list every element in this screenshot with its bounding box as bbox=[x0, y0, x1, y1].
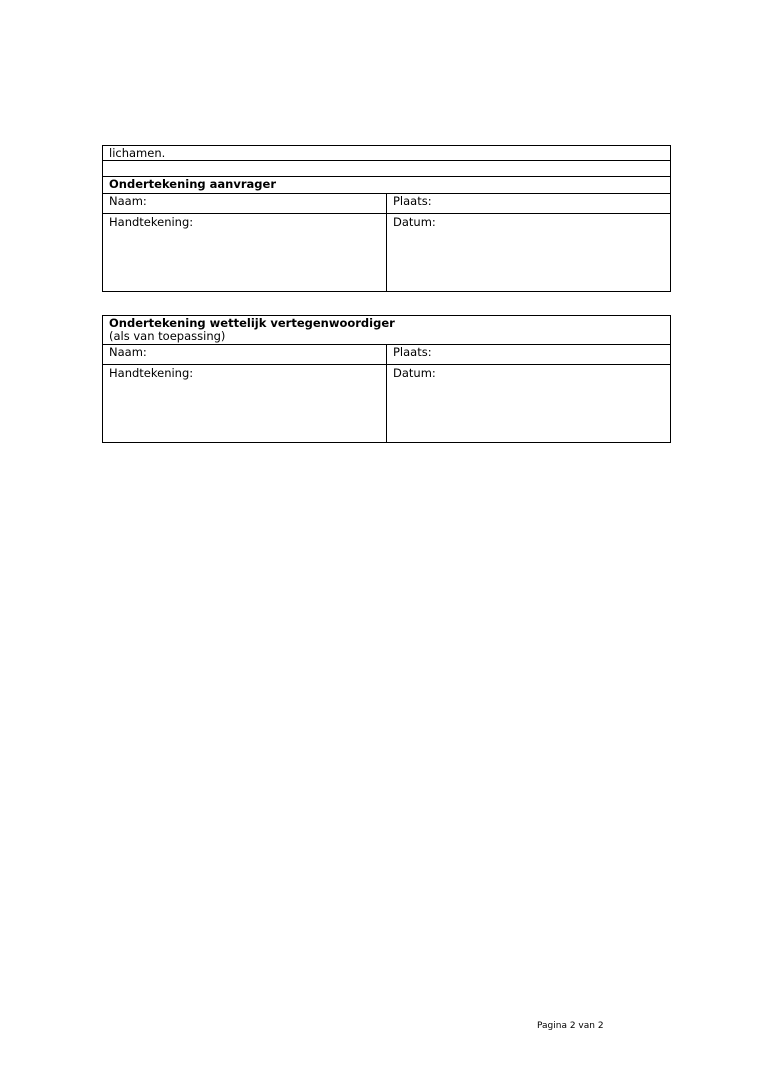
empty-cell bbox=[103, 161, 671, 177]
continuation-text: lichamen. bbox=[109, 146, 166, 160]
date-label: Datum: bbox=[393, 215, 436, 229]
representative-date-field[interactable] bbox=[387, 365, 671, 443]
representative-subheading: (als van toepassing) bbox=[109, 329, 226, 343]
representative-heading: Ondertekening wettelijk vertegenwoordiger bbox=[109, 316, 395, 330]
representative-heading-cell bbox=[103, 316, 671, 345]
date-label: Datum: bbox=[393, 366, 436, 380]
continuation-text-cell bbox=[103, 146, 671, 161]
applicant-signature-field[interactable] bbox=[103, 214, 387, 292]
representative-signature-field[interactable] bbox=[103, 365, 387, 443]
representative-place-field[interactable] bbox=[387, 345, 671, 365]
applicant-place-field[interactable] bbox=[387, 194, 671, 214]
applicant-date-field[interactable] bbox=[387, 214, 671, 292]
applicant-name-field[interactable] bbox=[103, 194, 387, 214]
applicant-heading-cell bbox=[103, 177, 671, 194]
applicant-signature-table bbox=[102, 145, 671, 292]
representative-signature-table bbox=[102, 315, 671, 443]
representative-name-field[interactable] bbox=[103, 345, 387, 365]
applicant-heading: Ondertekening aanvrager bbox=[109, 177, 276, 191]
signature-label: Handtekening: bbox=[109, 366, 194, 380]
page-number: Pagina 2 van 2 bbox=[537, 1021, 604, 1031]
name-label: Naam: bbox=[109, 194, 147, 208]
signature-label: Handtekening: bbox=[109, 215, 194, 229]
place-label: Plaats: bbox=[393, 194, 432, 208]
name-label: Naam: bbox=[109, 345, 147, 359]
place-label: Plaats: bbox=[393, 345, 432, 359]
